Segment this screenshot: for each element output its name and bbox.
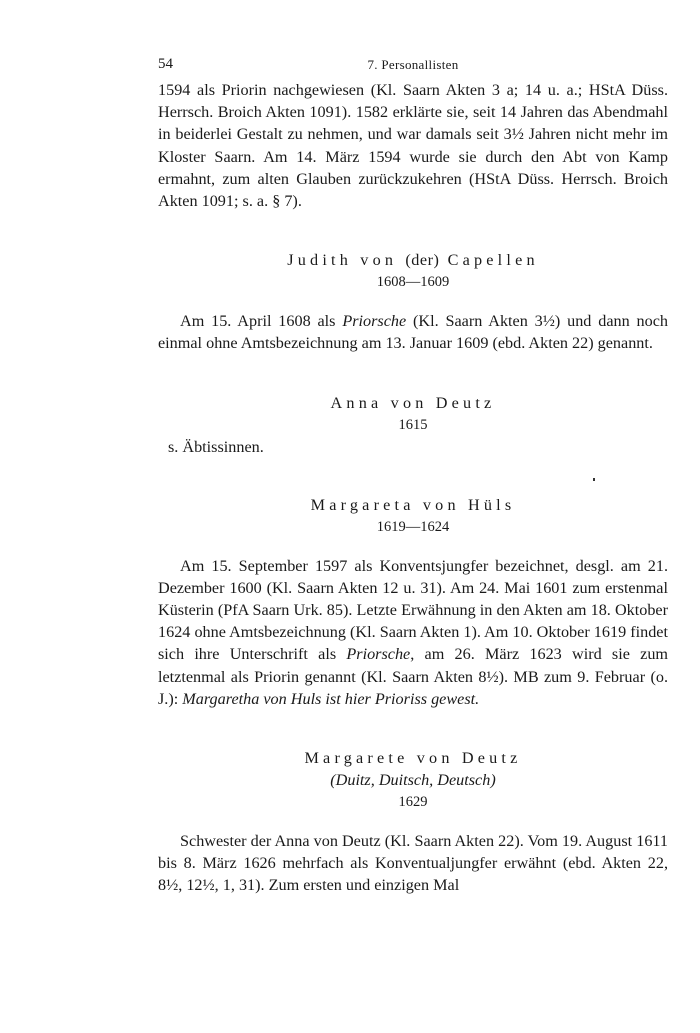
chapter-title: 7. Personallisten bbox=[367, 57, 459, 72]
entry-years: 1608—1609 bbox=[376, 274, 450, 291]
running-head bbox=[158, 56, 668, 78]
entry-anna-von-deutz bbox=[158, 392, 668, 458]
entry-judith-von-capellen bbox=[158, 249, 668, 354]
text-run: (Kl. Saarn Akten 3½) und dann noch einmal ohne Amtsbezeichnung am 13. Januar 1609 (ebd. Akten 22) genannt. bbox=[158, 312, 668, 353]
entry-name: Anna von Deutz bbox=[330, 393, 496, 412]
italic-term: Priorsche bbox=[342, 312, 407, 331]
cross-reference-note: s. Äbtissinnen. bbox=[168, 437, 264, 456]
text-run: , am 26. März 1623 wird sie zum letztenmal als Priorin genannt (Kl. Saarn Akten 8½). MB zum 9. Februar (o. J.): bbox=[158, 645, 669, 708]
page-number: 54 bbox=[158, 56, 173, 72]
entry-years: 1629 bbox=[398, 794, 428, 811]
entry-paragraph bbox=[158, 310, 668, 354]
entry-name-part: Judith von bbox=[287, 251, 398, 270]
entry-paragraph bbox=[158, 555, 668, 710]
italic-term: Priorsche bbox=[346, 645, 411, 664]
entry-years: 1619—1624 bbox=[376, 518, 450, 535]
print-speck bbox=[593, 478, 595, 481]
book-page bbox=[158, 56, 668, 897]
text-run: Am 15. April 1608 als bbox=[180, 312, 343, 331]
italic-quote: Margaretha von Huls ist hier Prioriss gewest. bbox=[182, 689, 480, 708]
entry-alternate-names: (Duitz, Duitsch, Deutsch) bbox=[330, 771, 496, 790]
entry-years: 1615 bbox=[398, 416, 428, 433]
entry-name: Margarete von Deutz bbox=[304, 749, 522, 768]
entry-name bbox=[158, 249, 668, 271]
entry-margarete-von-deutz bbox=[158, 747, 668, 897]
entry-paragraph: Schwester der Anna von Deutz (Kl. Saarn Akten 22). Vom 19. August 1611 bis 8. März 1626 mehrfach als Konventualjungfer erwähnt (ebd. Akten 22, 8½, 12½, 1, 31). Zum ersten und einzigen Mal bbox=[158, 832, 668, 895]
continuation-paragraph: 1594 als Priorin nachgewiesen (Kl. Saarn Akten 3 a; 14 u. a.; HStA Düss. Herrsch. Broich Akten 1091). 1582 erklärte sie, seit 14 Jahren das Abendmahl in beiderlei Gestalt zu nehmen, und war damals seit 3½ Jahren nicht mehr im Kloster Saarn. Am 14. März 1594 wurde sie durch den Abt von Kamp ermahnt, zum alten Glauben zurückzukehren (HStA Düss. Herrsch. Broich Akten 1091; s. a. § 7). bbox=[158, 81, 668, 211]
entry-name: Margareta von Hüls bbox=[310, 495, 516, 514]
entry-margareta-von-huels bbox=[158, 494, 668, 710]
entry-name-part: (der) bbox=[405, 251, 440, 270]
entry-name-part: Capellen bbox=[447, 251, 539, 270]
text-run: Am 15. September 1597 als Konventsjungfer bezeichnet, desgl. am 21. Dezember 1600 (Kl. Saarn Akten 12 u. 31). Am 24. Mai 1601 zum erstenmal Küsterin (PfA Saarn Urk. 85). Letzte Erwähnung in den Akten am 18. Oktober 1624 ohne Amtsbezeichnung (Kl. Saarn Akten 1). Am 10. Oktober 1619 findet sich ihre Unterschrift als bbox=[158, 556, 668, 664]
